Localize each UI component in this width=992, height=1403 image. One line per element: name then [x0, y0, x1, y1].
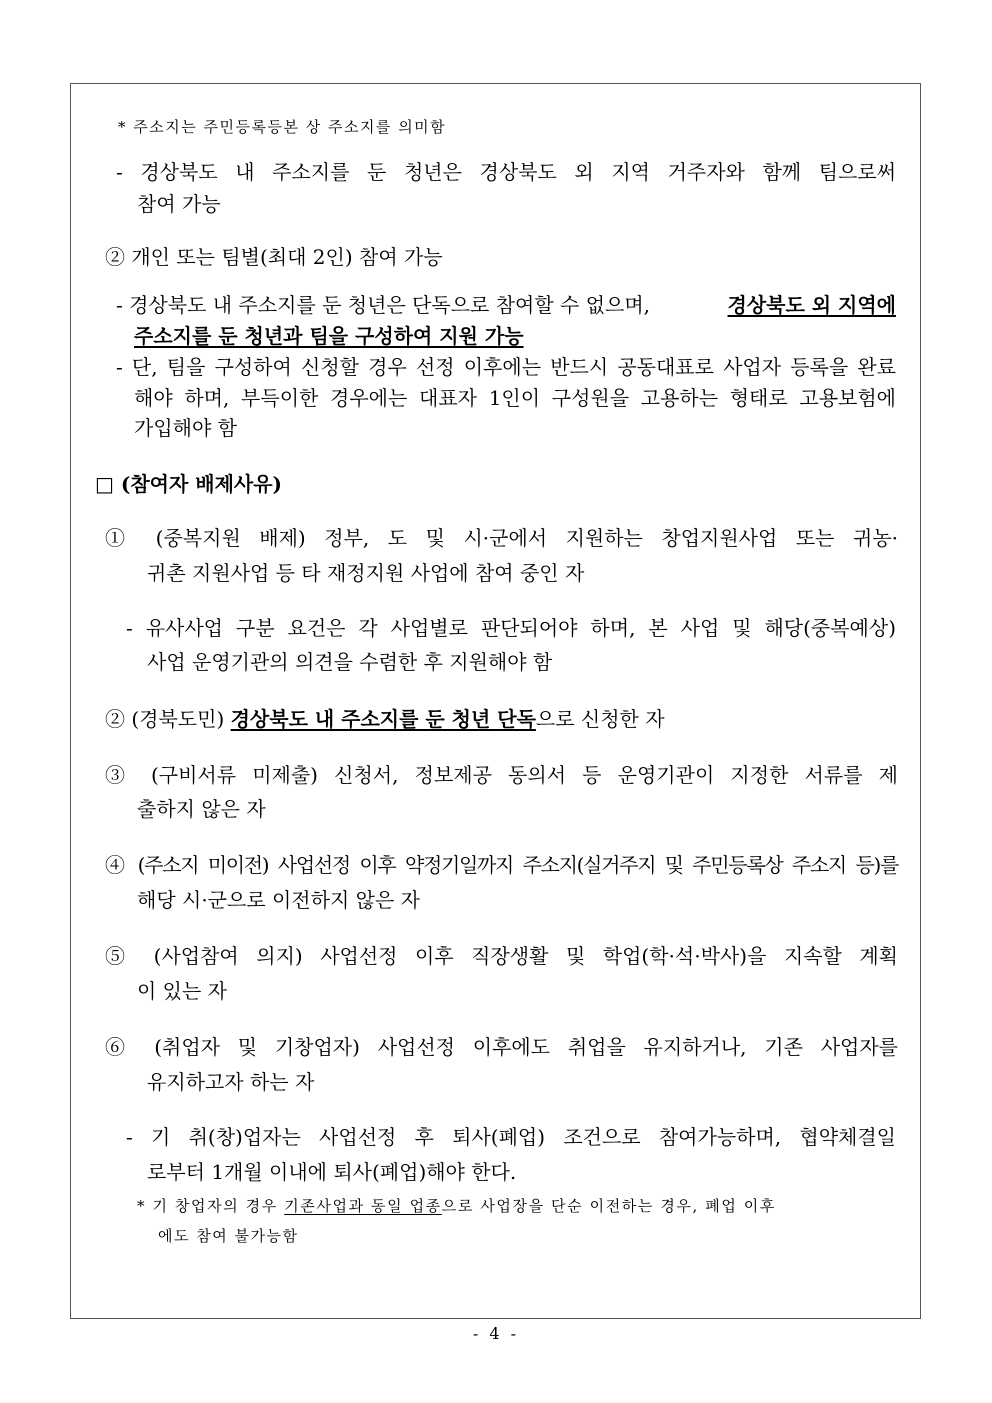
text-line: 해당 시·군으로 이전하지 않은 자: [137, 888, 420, 912]
text-segment: ② (경북도민): [105, 707, 225, 731]
item-heading: ③ (구비서류 미제출) 신청서, 정보제공 동의서 등 운영기관이 지정한 서류를 제: [105, 763, 898, 787]
item-heading: ⑥ (취업자 및 기창업자) 사업선정 이후에도 취업을 유지하거나, 기존 사업자를: [105, 1035, 898, 1059]
text-line: 유지하고자 하는 자: [147, 1070, 315, 1094]
text-line: - 유사사업 구분 요건은 각 사업별로 판단되어야 하며, 본 사업 및 해당(중복예상): [126, 616, 896, 640]
emphasis-underline: 경상북도 외 지역에: [727, 293, 896, 317]
section-title: □ (참여자 배제사유): [95, 472, 282, 496]
text-line: 해야 하며, 부득이한 경우에는 대표자 1인이 구성원을 고용하는 형태로 고용보험에: [134, 386, 896, 410]
text-line: 사업 운영기관의 의견을 수렴한 후 지원해야 함: [147, 650, 553, 674]
text-segment: - 경상북도 내 주소지를 둔 청년은 단독으로 참여할 수 없으며,: [116, 293, 651, 317]
item-heading: ⑤ (사업참여 의지) 사업선정 이후 직장생활 및 학업(학·석·박사)을 지속할 계획: [105, 944, 898, 968]
text-segment: 으로 신청한 자: [535, 707, 665, 731]
note-address-definition: * 주소지는 주민등록등본 상 주소지를 의미함: [118, 118, 447, 136]
emphasis-underline: 기존사업과 동일 업종: [284, 1197, 442, 1215]
item-heading: ① (중복지원 배제) 정부, 도 및 시·군에서 지원하는 창업지원사업 또는 귀농·: [105, 526, 898, 550]
page-number: - 4 -: [472, 1324, 520, 1343]
text-line: 출하지 않은 자: [137, 797, 266, 821]
text-line: 참여 가능: [137, 192, 221, 216]
item-heading: ② 개인 또는 팀별(최대 2인) 참여 가능: [105, 245, 443, 269]
text-segment: * 기 창업자의 경우: [137, 1197, 278, 1215]
text-line: - 단, 팀을 구성하여 신청할 경우 선정 이후에는 반드시 공동대표로 사업자 등록을 완료: [116, 355, 896, 379]
emphasis-underline: 주소지를 둔 청년과 팀을 구성하여 지원 가능: [134, 324, 524, 348]
text-segment: 으로 사업장을 단순 이전하는 경우, 폐업 이후: [441, 1197, 776, 1215]
text-line: 귀촌 지원사업 등 타 재정지원 사업에 참여 중인 자: [147, 561, 585, 585]
emphasis-underline: 경상북도 내 주소지를 둔 청년 단독: [230, 707, 536, 731]
text-line: [116, 293, 896, 317]
text-line: 이 있는 자: [137, 979, 227, 1003]
text-line: 가입해야 함: [134, 416, 237, 440]
item-heading: ④ (주소지 미이전) 사업선정 이후 약정기일까지 주소지(실거주지 및 주민등록상 주소지 등)를: [105, 853, 898, 877]
note-line: 에도 참여 불가능함: [158, 1227, 299, 1245]
text-line: 로부터 1개월 이내에 퇴사(폐업)해야 한다.: [147, 1160, 517, 1184]
item-heading: [105, 707, 665, 731]
note-line: [137, 1196, 893, 1216]
text-line: - 기 취(창)업자는 사업선정 후 퇴사(폐업) 조건으로 참여가능하며, 협약체결일: [126, 1125, 896, 1149]
text-line: - 경상북도 내 주소지를 둔 청년은 경상북도 외 지역 거주자와 함께 팀으로써: [116, 160, 896, 184]
